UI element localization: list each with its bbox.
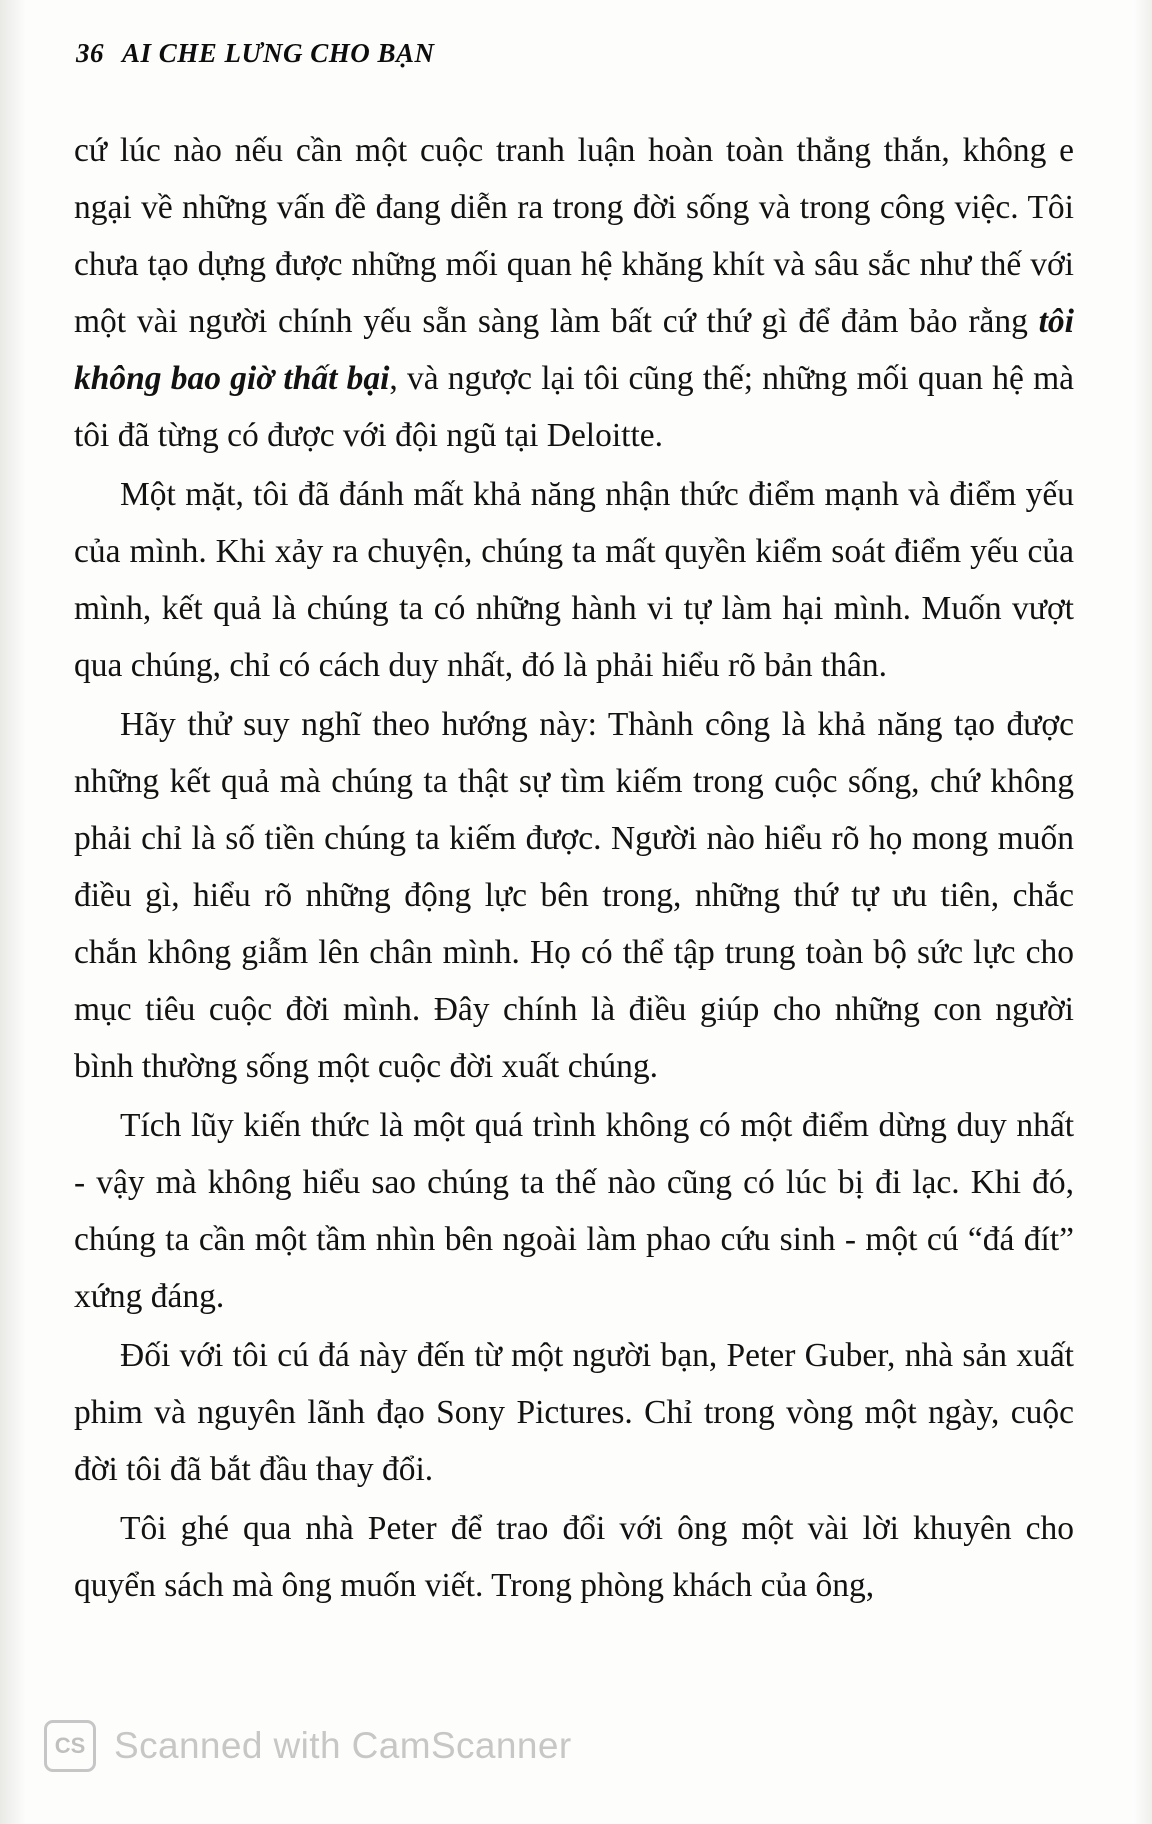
paragraph-2: Một mặt, tôi đã đánh mất khả năng nhận thức điểm mạnh và điểm yếu của mình. Khi xảy ra chuyện, chúng ta mất quyền kiểm soát điểm yếu của mình, kết quả là chúng ta có những hành vi tự làm hại mình. Muốn vượt qua chúng, chỉ có cách duy nhất, đó là phải hiểu rõ bản thân. [74,476,1074,684]
running-head-title: AI CHE LƯNG CHO BẠN [122,38,435,68]
paragraph-4: Tích lũy kiến thức là một quá trình không có một điểm dừng duy nhất - vậy mà không hiểu sao chúng ta thế nào cũng có lúc bị đi lạc. Khi đó, chúng ta cần một tầm nhìn bên ngoài làm phao cứu sinh - một cú “đá đít” xứng đáng. [74,1107,1074,1315]
camscanner-logo-icon: CS [44,1720,96,1772]
page-number: 36 [76,38,104,68]
paragraph-5: Đối với tôi cú đá này đến từ một người bạn, Peter Guber, nhà sản xuất phim và nguyên lãnh đạo Sony Pictures. Chỉ trong vòng một ngày, cuộc đời tôi đã bắt đầu thay đổi. [74,1337,1074,1488]
page-body [74,122,1074,1616]
paragraph-1 [74,122,1074,464]
paragraph-1-tail: , và ngược lại tôi cũng thế; những mối quan hệ mà tôi đã từng có được với đội ngũ tại Deloitte. [74,360,1074,454]
camscanner-watermark-text: Scanned with CamScanner [114,1725,572,1766]
camscanner-watermark [44,1720,572,1772]
running-head [76,38,434,69]
paragraph-1-text: cứ lúc nào nếu cần một cuộc tranh luận hoàn toàn thẳng thắn, không e ngại về những vấn đề đang diễn ra trong đời sống và trong công việc. Tôi chưa tạo dựng được những mối quan hệ khăng khít và sâu sắc như thế với một vài người chính yếu sẵn sàng làm bất cứ thứ gì để đảm bảo rằng [74,132,1074,340]
paragraph-3: Hãy thử suy nghĩ theo hướng này: Thành công là khả năng tạo được những kết quả mà chúng ta thật sự tìm kiếm trong cuộc sống, chứ không phải chỉ là số tiền chúng ta kiếm được. Người nào hiểu rõ họ mong muốn điều gì, hiểu rõ những động lực bên trong, những thứ tự ưu tiên, chắc chắn không giẫm lên chân mình. Họ có thể tập trung toàn bộ sức lực cho mục tiêu cuộc đời mình. Đây chính là điều giúp cho những con người bình thường sống một cuộc đời xuất chúng. [74,706,1074,1085]
paragraph-1-emphasis: tôi không bao giờ thất bại [74,303,1074,397]
paragraph-6: Tôi ghé qua nhà Peter để trao đổi với ông một vài lời khuyên cho quyển sách mà ông muốn viết. Trong phòng khách của ông, [74,1510,1074,1604]
